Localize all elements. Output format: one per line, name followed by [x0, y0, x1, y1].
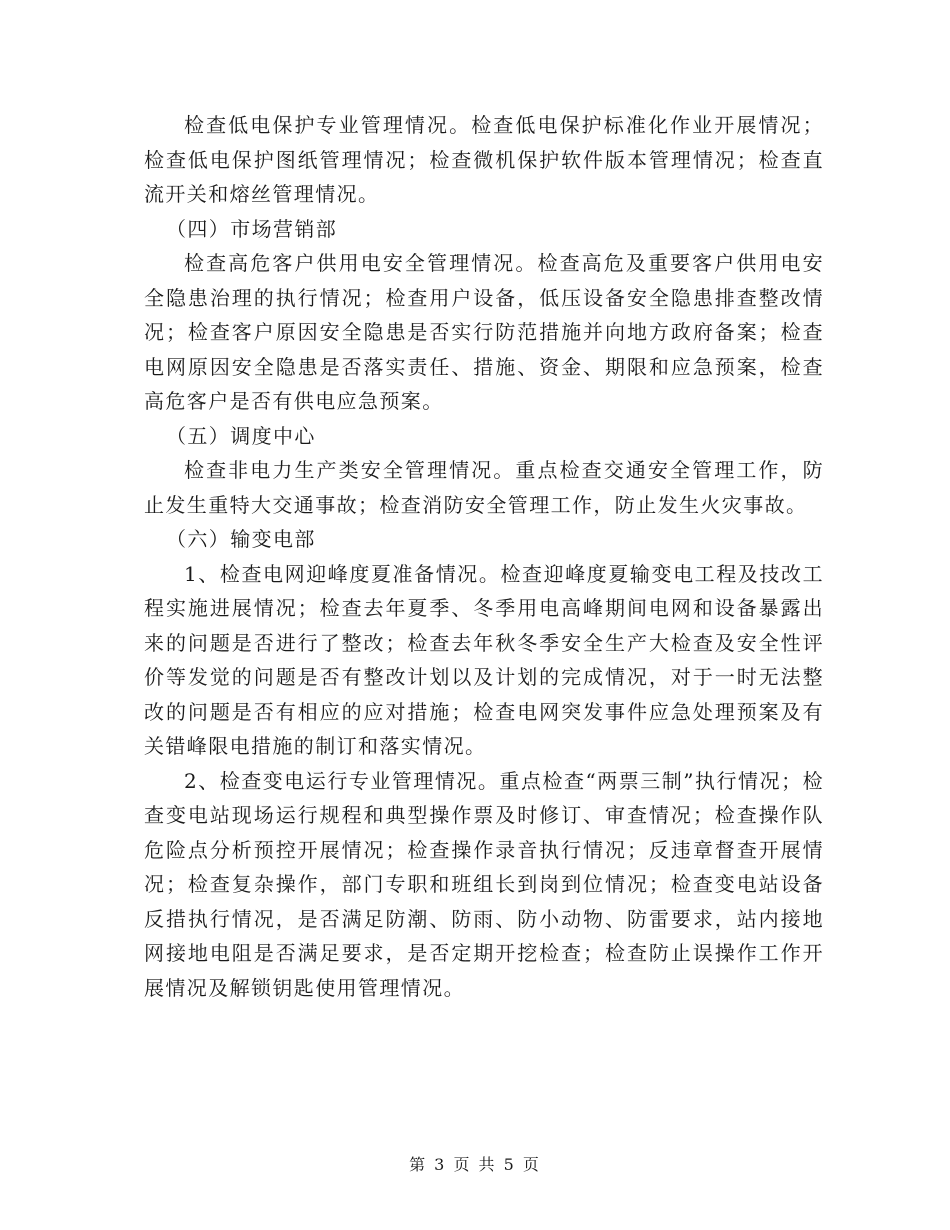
paragraph: 2、检查变电运行专业管理情况。重点检查“两票三制”执行情况；检查变电站现场运行规程和典型操作票及时修订、审查情况；检查操作队危险点分析预控开展情况；检查操作录音执行情况；反违章督查开展情况；检查复杂操作，部门专职和班组长到岗到位情况；检查变电站设备反措执行情况，是否满足防潮、防雨、防小动物、防雷要求，站内接地网接地电阻是否满足要求，是否定期开挖检查；检查防止误操作工作开展情况及解锁钥匙使用管理情况。	[144, 768, 824, 1000]
section-heading: （六）输变电部	[166, 527, 316, 551]
document-body	[144, 108, 824, 1005]
paragraph: 检查低电保护专业管理情况。检查低电保护标准化作业开展情况；检查低电保护图纸管理情况；检查微机保护软件版本管理情况；检查直流开关和熔丝管理情况。	[144, 113, 824, 206]
section-heading: （四）市场营销部	[166, 216, 338, 241]
page-footer: 第 3 页 共 5 页	[409, 1155, 541, 1174]
paragraph: 检查非电力生产类安全管理情况。重点检查交通安全管理工作，防止发生重特大交通事故；检查消防安全管理工作，防止发生火灾事故。	[144, 458, 824, 517]
section-heading: （五）调度中心	[166, 423, 316, 448]
paragraph: 检查高危客户供用电安全管理情况。检查高危及重要客户供用电安全隐患治理的执行情况；检查用户设备，低压设备安全隐患排查整改情况；检查客户原因安全隐患是否实行防范措施并向地方政府备案；检查电网原因安全隐患是否落实责任、措施、资金、期限和应急预案，检查高危客户是否有供电应急预案。	[144, 251, 824, 413]
paragraph: 1、检查电网迎峰度夏准备情况。检查迎峰度夏输变电工程及技改工程实施进展情况；检查去年夏季、冬季用电高峰期间电网和设备暴露出来的问题是否进行了整改；检查去年秋冬季安全生产大检查及安全性评价等发觉的问题是否有整改计划以及计划的完成情况，对于一时无法整改的问题是否有相应的应对措施；检查电网突发事件应急处理预案及有关错峰限电措施的制订和落实情况。	[144, 561, 824, 758]
